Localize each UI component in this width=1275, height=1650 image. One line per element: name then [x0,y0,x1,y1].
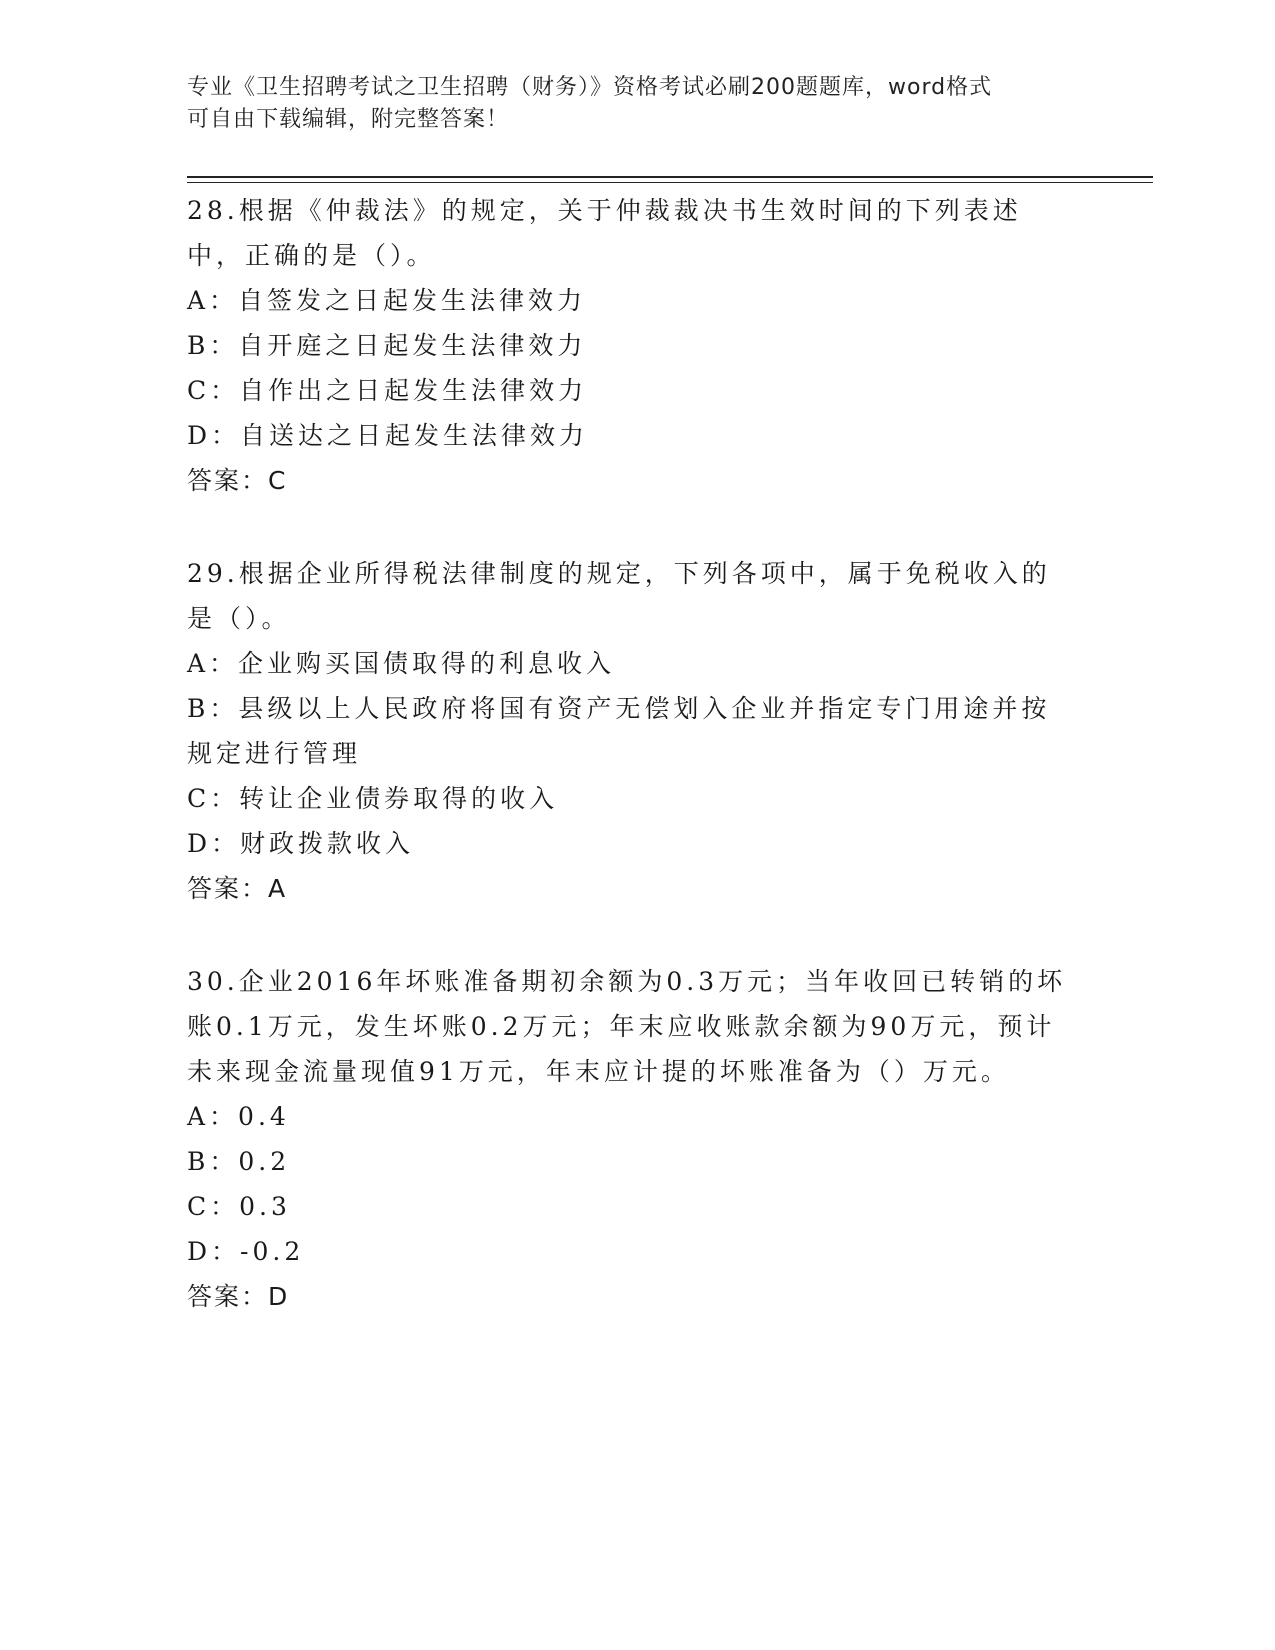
header-line-2: 可自由下载编辑，附完整答案！ [187,107,510,132]
question-28 [187,188,1067,503]
question-stem: 29.根据企业所得税法律制度的规定，下列各项中，属于免税收入的是（）。 [187,559,1051,633]
option-b: B：自开庭之日起发生法律效力 [187,331,587,360]
answer: 答案：D [187,1282,290,1311]
header-divider-thick [187,176,1153,178]
option-d: D：财政拨款收入 [187,829,415,858]
option-c: C：自作出之日起发生法律效力 [187,376,588,405]
option-b: B：县级以上人民政府将国有资产无偿划入企业并指定专门用途并按规定进行管理 [187,694,1051,768]
option-a: A：0.4 [187,1102,290,1131]
header-divider-thin [187,182,1153,183]
document-header [187,72,1087,136]
question-stem: 30.企业2016年坏账准备期初余额为0.3万元；当年收回已转销的坏账0.1万元，发生坏账0.2万元；年末应收账款余额为90万元，预计未来现金流量现值91万元，年末应计提的坏账准备为（）万元。 [187,967,1067,1086]
option-b: B：0.2 [187,1147,291,1176]
answer: 答案：A [187,874,288,903]
question-30 [187,959,1067,1319]
option-a: A：自签发之日起发生法律效力 [187,286,587,315]
header-line-1: 专业《卫生招聘考试之卫生招聘（财务）》资格考试必刷200题题库，word格式 [187,75,993,100]
question-29 [187,551,1067,911]
option-c: C：0.3 [187,1192,291,1221]
answer: 答案：C [187,466,288,495]
option-c: C：转让企业债券取得的收入 [187,784,559,813]
option-d: D：-0.2 [187,1237,305,1266]
question-stem: 28.根据《仲裁法》的规定，关于仲裁裁决书生效时间的下列表述中，正确的是（）。 [187,196,1022,270]
option-a: A：企业购买国债取得的利息收入 [187,649,616,678]
option-d: D：自送达之日起发生法律效力 [187,421,589,450]
